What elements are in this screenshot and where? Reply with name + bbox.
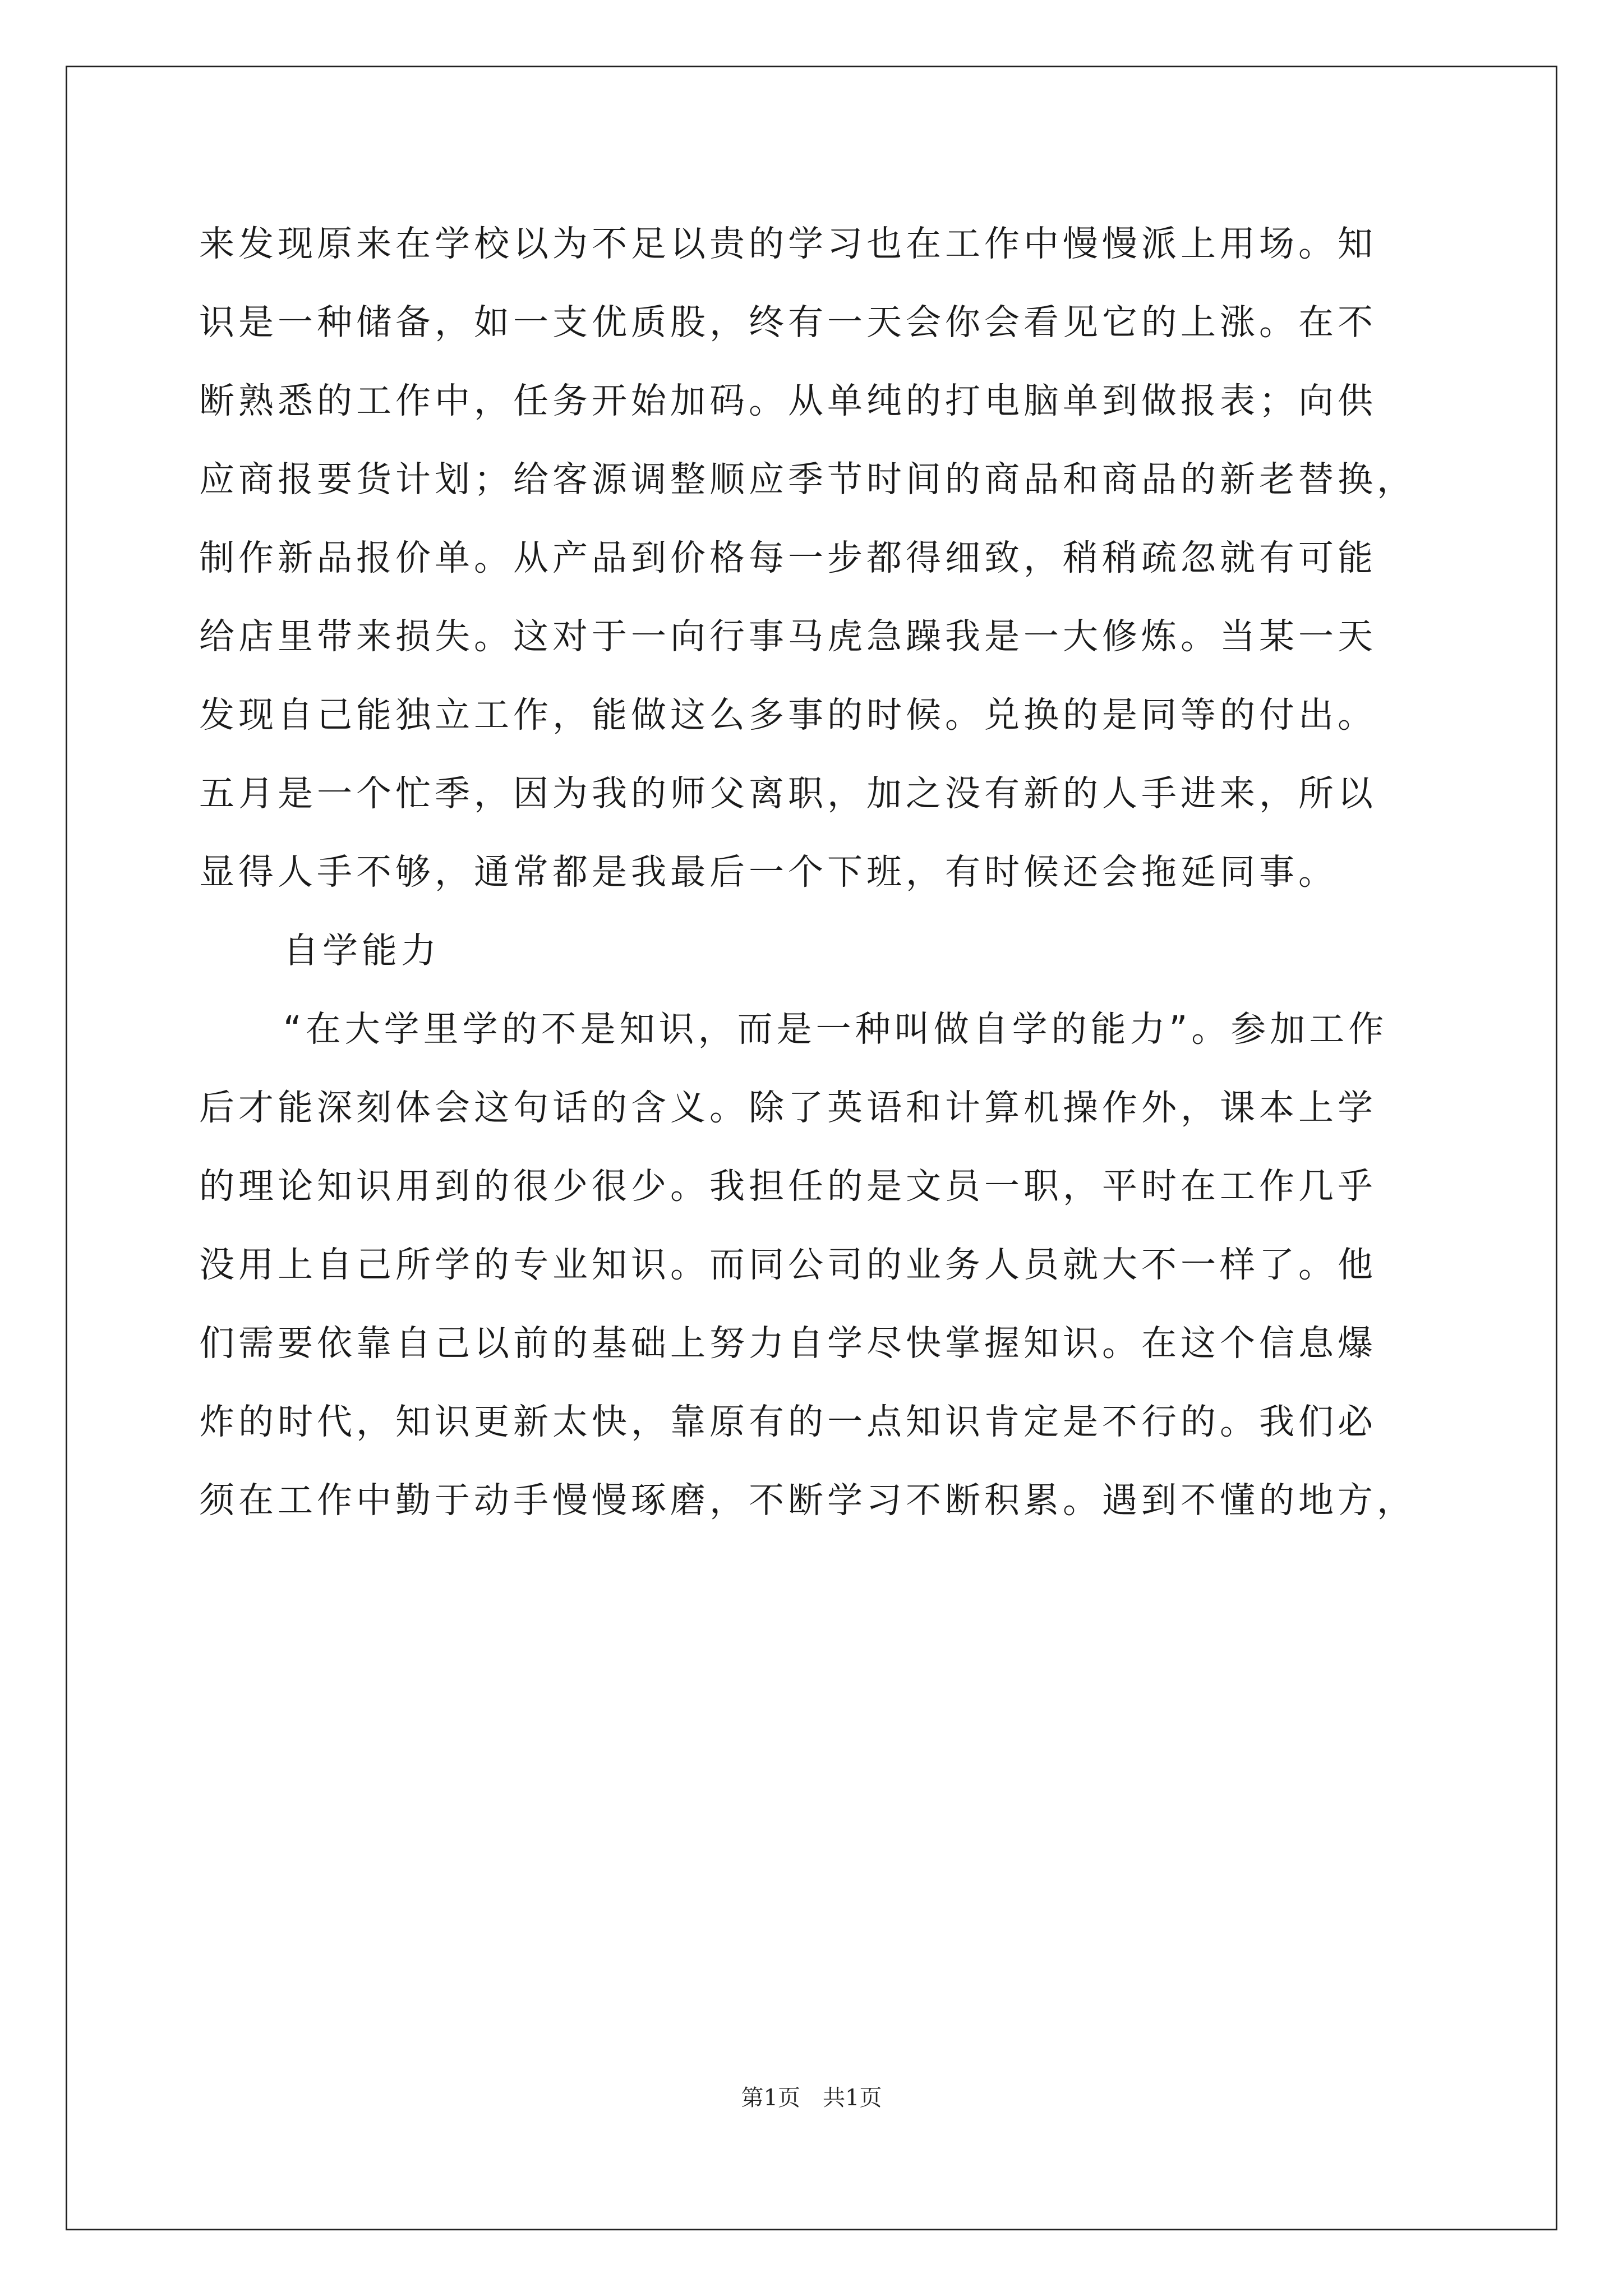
paragraph-line: 断熟悉的工作中，任务开始加码。从单纯的打电脑单到做报表；向供 <box>199 380 1377 421</box>
paragraph-line: 五月是一个忙季，因为我的师父离职，加之没有新的人手进来，所以 <box>199 773 1377 814</box>
paragraph-line: 给店里带来损失。这对于一向行事马虎急躁我是一大修炼。当某一天 <box>199 616 1377 657</box>
paragraph-line: 的理论知识用到的很少很少。我担任的是文员一职，平时在工作几乎 <box>199 1166 1377 1207</box>
section-heading: 自学能力 <box>283 930 440 971</box>
paragraph-line: 炸的时代，知识更新太快，靠原有的一点知识肯定是不行的。我们必 <box>199 1401 1377 1442</box>
paragraph-line: 识是一种储备，如一支优质股，终有一天会你会看见它的上涨。在不 <box>199 302 1377 343</box>
paragraph-line: 们需要依靠自己以前的基础上努力自学尽快掌握知识。在这个信息爆 <box>199 1323 1377 1364</box>
paragraph-line: 制作新品报价单。从产品到价格每一步都得细致，稍稍疏忽就有可能 <box>199 537 1377 578</box>
paragraph-line: “在大学里学的不是知识，而是一种叫做自学的能力”。参加工作 <box>283 1009 1388 1050</box>
paragraph-line: 来发现原来在学校以为不足以贵的学习也在工作中慢慢派上用场。知 <box>199 223 1377 264</box>
paragraph-line: 发现自己能独立工作，能做这么多事的时候。兑换的是同等的付出。 <box>199 694 1377 735</box>
page-number-footer: 第1页 共1页 <box>741 2085 882 2111</box>
paragraph-line: 显得人手不够，通常都是我最后一个下班，有时候还会拖延同事。 <box>199 852 1338 892</box>
paragraph-line: 须在工作中勤于动手慢慢琢磨，不断学习不断积累。遇到不懂的地方， <box>199 1480 1416 1521</box>
paragraph-line: 后才能深刻体会这句话的含义。除了英语和计算机操作外，课本上学 <box>199 1087 1377 1128</box>
paragraph-line: 应商报要货计划；给客源调整顺应季节时间的商品和商品的新老替换， <box>199 459 1416 500</box>
paragraph-line: 没用上自己所学的专业知识。而同公司的业务人员就大不一样了。他 <box>199 1244 1377 1285</box>
